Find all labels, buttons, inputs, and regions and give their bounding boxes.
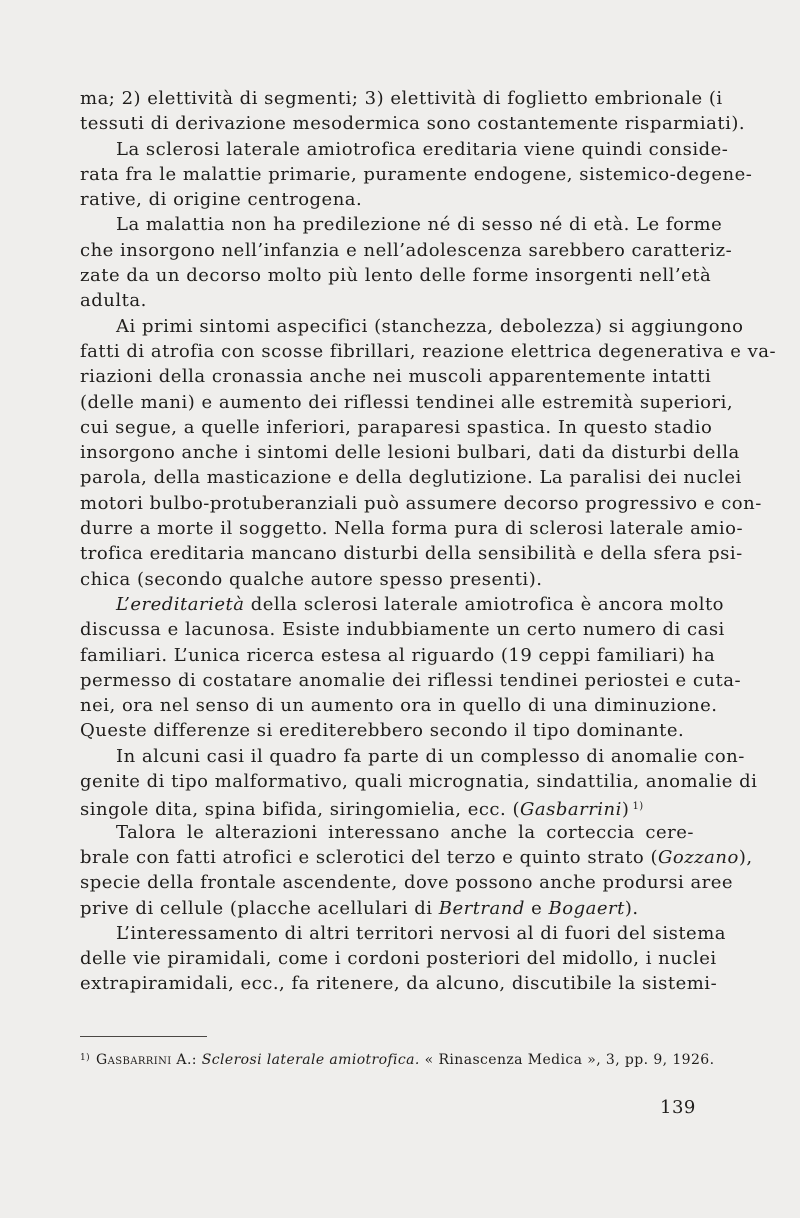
text-line [80,516,744,541]
line-text: brale con fatti atrofici e sclerotici del terzo e quinto strato ( [80,846,658,868]
text-line [80,263,712,288]
text-line [80,617,725,642]
text-line [80,870,734,895]
line-text: e [524,897,549,919]
footnote-rule [80,1036,207,1037]
text-line [80,946,717,971]
line-text: permesso di costatare anomalie dei riflessi tendinei periostei e cuta- [80,669,742,691]
line-text: tessuti di derivazione mesodermica sono costantemente risparmiati). [80,113,746,135]
text-line [80,339,777,364]
text-line [80,162,753,187]
text-line [80,212,723,237]
line-text: (delle mani) e aumento dei riflessi tendinei alle estremità superiori, [80,391,734,413]
body-text [80,86,777,997]
page-number: 139 [660,1097,696,1118]
text-line [80,794,694,819]
text-line [80,693,718,718]
text-line [80,845,753,870]
text-line [80,769,758,794]
text-line [80,288,694,313]
text-line [80,971,718,996]
text-line [80,643,716,668]
line-text: ma; 2) elettività di segmenti; 3) elettività di foglietto embrionale (i [80,88,723,109]
text-line [80,567,694,592]
italic-text: Bertrand [438,897,525,919]
line-text: nei, ora nel senso di un aumento ora in quello di una diminuzione. [80,695,718,717]
line-text: insorgono anche i sintomi delle lesioni bulbari, dati da disturbi della [80,442,740,464]
line-text: parola, della masticazione e della deglutizione. La paralisi dei nuclei [80,467,742,489]
text-line [80,921,727,946]
line-text: chica (secondo qualche autore spesso presenti). [80,568,543,590]
line-text: adulta. [80,290,147,312]
line-text: genite di tipo malformativo, quali micrognatia, sindattilia, anomalie di [80,771,758,793]
text-line [80,390,734,415]
line-text: trofica ereditaria mancano disturbi della sensibilità e della sfera psi- [80,543,743,565]
text-line [80,491,762,516]
line-text: che insorgono nell’infanzia e nell’adolescenza sarebbero caratteriz- [80,239,733,261]
line-text: L’interessamento di altri territori nervosi al di fuori del sistema [116,922,727,944]
text-line [80,111,746,136]
line-text: In alcuni casi il quadro fa parte di un complesso di anomalie con- [116,745,745,767]
line-text: fatti di atrofia con scosse fibrillari, reazione elettrica degenerativa e va- [80,340,777,362]
text-line [80,465,742,490]
text-line [80,187,694,212]
text-line [80,238,733,263]
line-text: Talora le alterazioni interessano anche la corteccia cere- [116,821,694,843]
footnote [80,1052,715,1068]
text-line [80,364,712,389]
line-text: ). [624,897,639,919]
footnote-source: « Rinascenza Medica », 3, pp. 9, 1926. [424,1052,715,1068]
text-line [80,137,729,162]
italic-text: L’ereditarietà [116,593,245,615]
line-text: discussa e lacunosa. Esiste indubbiamente un certo numero di casi [80,619,725,641]
line-text: ) [621,799,630,821]
footnote-mark: 1) [80,1053,91,1063]
text-line [80,314,744,339]
text-line [80,592,725,617]
line-text: delle vie piramidali, come i cordoni posteriori del midollo, i nuclei [80,948,717,970]
italic-text: Gozzano [657,846,739,868]
line-text: zate da un decorso molto più lento delle forme insorgenti nell’età [80,265,712,287]
line-text: motori bulbo-protuberanziali può assumere decorso progressivo e con- [80,492,762,514]
line-text: specie della frontale ascendente, dove possono anche prodursi aree [80,872,734,894]
line-text: rative, di origine centrogena. [80,189,363,211]
italic-text: Bogaert [548,897,625,919]
footnote-reference: 1) [632,801,644,813]
footnote-author: Gasbarrini A.: [96,1052,197,1068]
text-line [80,440,740,465]
line-text: prive di cellule (placche acellulari di [80,897,439,919]
line-text: ), [738,846,753,868]
line-text: Queste differenze si erediterebbero secondo il tipo dominante. [80,720,685,742]
line-text: singole dita, spina bifida, siringomielia, ecc. ( [80,799,520,821]
text-line [80,86,723,111]
line-text: La sclerosi laterale amiotrofica ereditaria viene quindi conside- [116,138,729,160]
text-line [80,820,694,845]
line-text: Ai primi sintomi aspecifici (stanchezza, debolezza) si aggiungono [116,315,744,337]
text-line [80,668,742,693]
footnote-title: Sclerosi laterale amiotrofica. [201,1052,420,1068]
text-line [80,415,713,440]
line-text: riazioni della cronassia anche nei muscoli apparentemente intatti [80,366,712,388]
text-line [80,896,694,921]
line-text: familiari. L’unica ricerca estesa al riguardo (19 ceppi familiari) ha [80,644,716,666]
text-line [80,541,743,566]
text-line [80,718,694,743]
line-text: extrapiramidali, ecc., fa ritenere, da alcuno, discutibile la sistemi- [80,973,718,995]
line-text: rata fra le malattie primarie, puramente endogene, sistemico-degene- [80,163,753,185]
line-text: della sclerosi laterale amiotrofica è ancora molto [244,593,725,615]
italic-text: Gasbarrini [519,799,622,821]
line-text: La malattia non ha predilezione né di sesso né di età. Le forme [116,214,723,236]
line-text: durre a morte il soggetto. Nella forma pura di sclerosi laterale amio- [80,518,744,540]
line-text: cui segue, a quelle inferiori, paraparesi spastica. In questo stadio [80,416,713,438]
text-line [80,744,745,769]
